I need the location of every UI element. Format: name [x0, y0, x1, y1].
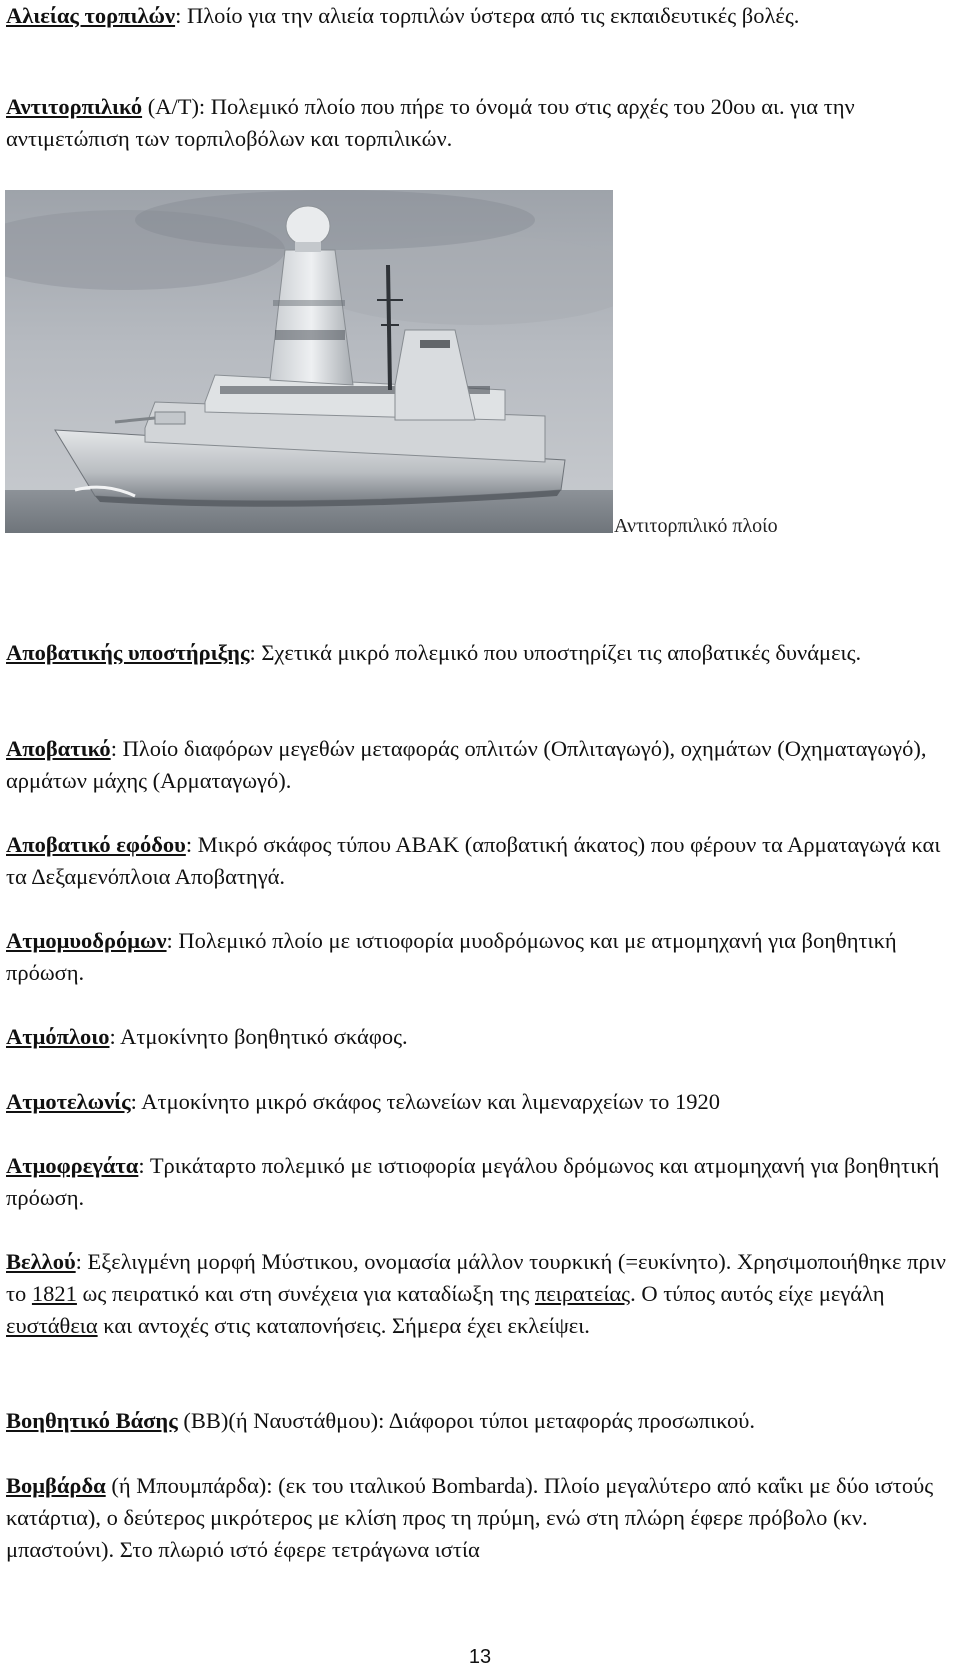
entry-text: . Ο τύπος αυτός είχε μεγάλη	[630, 1281, 885, 1306]
entry-term: Αποβατικό	[6, 736, 111, 761]
entry-text: ως πειρατικό και στη συνέχεια για καταδίωξη της	[76, 1281, 535, 1306]
entry-destroyer	[6, 91, 954, 155]
entry-text: και αντοχές στις καταπονήσεις. Σήμερα έχει εκλείψει.	[97, 1313, 590, 1338]
entry-text: : Πλοίο διαφόρων μεγεθών μεταφοράς οπλιτών (Οπλιταγωγό), οχημάτων (Οχηματαγωγό), αρμάτων μάχης (Αρματαγωγό).	[6, 736, 927, 793]
destroyer-photo	[5, 190, 613, 533]
entry-term: Ατμομυοδρόμων	[6, 928, 167, 953]
entry-term: Ατμοφρεγάτα	[6, 1153, 139, 1178]
entry-steamship	[6, 1021, 954, 1053]
entry-landing-ship	[6, 733, 954, 797]
entry-term: Αντιτορπιλικό	[6, 94, 143, 119]
link-stability[interactable]: ευστάθεια	[6, 1313, 98, 1338]
link-1821[interactable]: 1821	[31, 1281, 77, 1306]
entry-term: Αλιείας τορπιλών	[6, 3, 176, 28]
entry-term: Βοηθητικό Βάσης	[6, 1408, 178, 1433]
link-piracy[interactable]: πειρατείας	[534, 1281, 631, 1306]
entry-text: (Α/Τ): Πολεμικό πλοίο που πήρε το όνομά του στις αρχές του 20ου αι. για την αντιμετώπιση των τορπιλοβόλων και τορπιλικών.	[6, 94, 855, 151]
photo-caption: Αντιτορπιλικό πλοίο	[614, 515, 778, 537]
entry-text: : Μικρό σκάφος τύπου ΑΒΑΚ (αποβατική άκατος) που φέρουν τα Αρματαγωγά και τα Δεξαμενόπλοια Αποβατηγά.	[6, 832, 941, 889]
entry-text: : Σχετικά μικρό πολεμικό που υποστηρίζει τις αποβατικές δυνάμεις.	[249, 640, 862, 665]
entry-term: Αποβατικής υποστήριξης	[6, 640, 250, 665]
entry-text: : Ατμοκίνητο μικρό σκάφος τελωνείων και λιμεναρχείων το 1920	[130, 1089, 721, 1114]
page-number: 13	[468, 1646, 492, 1668]
entry-assault-landing-craft	[6, 829, 954, 893]
entry-vellou	[6, 1246, 954, 1342]
entry-term: Αποβατικό εφόδου	[6, 832, 186, 857]
entry-text: (ΒΒ)(ή Ναυστάθμου): Διάφοροι τύποι μεταφοράς προσωπικού.	[177, 1408, 756, 1433]
entry-amphibious-support	[6, 637, 954, 669]
entry-steam-customs-boat	[6, 1086, 954, 1118]
entry-term: Ατμόπλοιο	[6, 1024, 110, 1049]
entry-text: : Πλοίο για την αλιεία τορπιλών ύστερα από τις εκπαιδευτικές βολές.	[175, 3, 800, 28]
entry-torpedo-retrieval	[6, 0, 954, 32]
entry-bombarda	[6, 1470, 954, 1566]
entry-term: Ατμοτελωνίς	[6, 1089, 131, 1114]
entry-text: : Ατμοκίνητο βοηθητικό σκάφος.	[109, 1024, 408, 1049]
entry-term: Βελλού	[6, 1249, 76, 1274]
entry-steam-dromon	[6, 925, 954, 989]
entry-text: : Πολεμικό πλοίο με ιστιοφορία μυοδρόμωνος και με ατμομηχανή για βοηθητική πρόωση.	[6, 928, 897, 985]
entry-steam-frigate	[6, 1150, 954, 1214]
entry-text: : Τρικάταρτο πολεμικό με ιστιοφορία μεγάλου δρόμωνος και ατμομηχανή για βοηθητική πρόωση.	[6, 1153, 940, 1210]
entry-text: (ή Μπουμπάρδα): (εκ του ιταλικού Bombarda). Πλοίο μεγαλύτερο από καΐκι με δύο ιστούς κατάρτια), ο δεύτερος μικρότερος με κλίση προς τη πρύμη, ενώ στη πλώρη έφερε πρόβολο (κν. μπαστούνι). Στο πλωριό ιστό έφερε τετράγωνα ιστία	[6, 1473, 934, 1562]
entry-base-auxiliary	[6, 1405, 954, 1437]
entry-text: : Εξελιγμένη μορφή Μύστικου, ονομασία μάλλον τουρκική (=ευκίνητο). Χρησιμοποιήθηκε πριν το	[6, 1249, 946, 1306]
entry-term: Βομβάρδα	[6, 1473, 106, 1498]
